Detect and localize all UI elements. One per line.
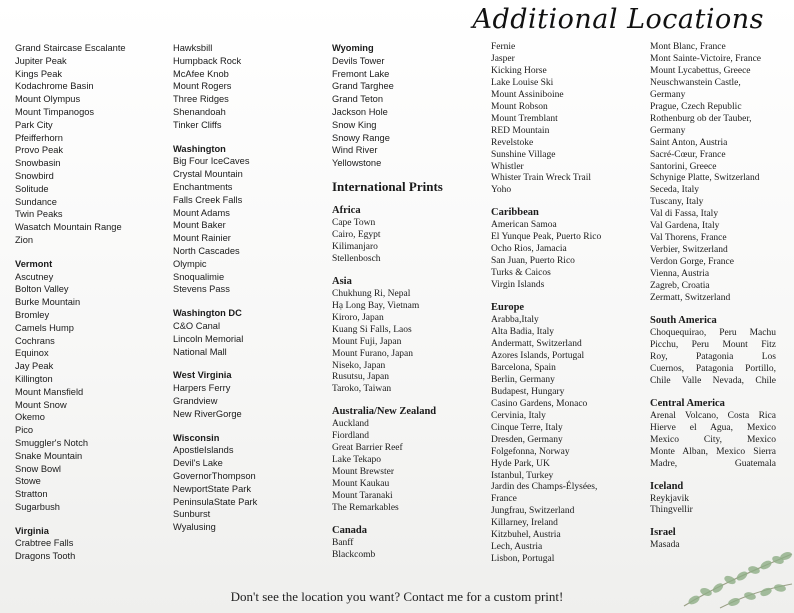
location-item: Kicking Horse (491, 65, 547, 76)
section-heading: Europe (491, 302, 525, 314)
location-item: Mount Taranaki (332, 491, 393, 502)
location-section (15, 247, 126, 514)
location-item: Cervinia, Italy (491, 410, 546, 421)
location-item: Killington (15, 373, 53, 384)
location-section (332, 42, 443, 170)
location-item: Picchu, Peru Mount Fitz (650, 339, 776, 350)
location-item: Berlin, Germany (491, 374, 555, 385)
location-item: Schynige Platte, Switzerland (650, 173, 760, 184)
location-item: Solitude (15, 183, 49, 194)
location-section (650, 388, 776, 471)
location-item: Mount Rogers (173, 81, 232, 92)
location-item: ApostleIslands (173, 445, 234, 456)
column-1 (15, 42, 126, 563)
location-section (173, 421, 257, 534)
location-item: Kitzbuhel, Austria (491, 530, 561, 541)
location-section (173, 358, 257, 420)
location-item: Cairo, Egypt (332, 229, 381, 240)
custom-print-footer: Don't see the location you want? Contact me for a custom print! (230, 589, 564, 604)
location-item: Germany (650, 125, 686, 136)
location-item: Great Barrier Reef (332, 443, 403, 454)
location-item: Fernie (491, 42, 516, 52)
location-item: Arenal Volcano, Costa Rica (650, 410, 776, 421)
location-item: RED Mountain (491, 125, 550, 136)
location-item: Choquequirao, Peru Machu (650, 327, 776, 338)
location-item: Three Ridges (173, 94, 229, 105)
location-item: Lech, Austria (491, 542, 543, 553)
location-section (491, 292, 601, 566)
section-heading: South America (650, 314, 717, 326)
section-heading: Central America (650, 397, 725, 409)
location-item: Istanbul, Turkey (491, 470, 554, 481)
location-item: Devils Tower (332, 55, 385, 66)
location-item: Mount Fuji, Japan (332, 336, 402, 347)
location-item: Snowbird (15, 170, 54, 181)
page-title: Additional Locations (472, 4, 764, 35)
section-heading: Caribbean (491, 207, 539, 219)
location-item: Germany (650, 89, 686, 100)
location-item: El Yunque Peak, Puerto Rico (491, 232, 602, 243)
location-item: Pico (15, 425, 34, 436)
location-item: Yellowstone (332, 158, 382, 169)
location-item: North Cascades (173, 245, 240, 256)
location-item: Lake Tekapo (332, 455, 382, 466)
section-heading: Israel (650, 527, 676, 539)
location-item: Smuggler's Notch (15, 437, 89, 448)
location-item: Wyalusing (173, 522, 216, 533)
section-heading: Asia (332, 275, 352, 287)
section-heading: International Prints (332, 178, 443, 194)
location-item: France (491, 494, 517, 505)
leaf-icon (747, 565, 760, 575)
location-item: The Remarkables (332, 503, 399, 514)
location-section (173, 42, 257, 132)
location-item: GovernorThompson (173, 470, 256, 481)
location-item: Hyde Park, UK (491, 458, 550, 469)
location-item: Wind River (332, 145, 378, 156)
location-item: Hierve el Agua, Mexico (650, 422, 776, 433)
section-heading: Washington (173, 143, 226, 154)
location-item: Wasatch Mountain Range (15, 222, 122, 233)
location-item: Mount Baker (173, 220, 226, 231)
location-item: Fiordland (332, 431, 369, 442)
location-section (15, 514, 126, 563)
location-item: Grand Staircase Escalante (15, 43, 126, 53)
location-item: Auckland (332, 419, 369, 430)
section-heading: West Virginia (173, 370, 232, 381)
location-item: Mexico City, Mexico (650, 434, 776, 445)
section-heading: Australia/New Zealand (332, 406, 437, 418)
location-item: Stowe (15, 476, 41, 487)
location-item: Mount Lycabettus, Greece (650, 65, 751, 76)
location-item: Cuernos, Patagonia Portillo, (650, 363, 776, 374)
location-item: Verdon Gorge, France (650, 257, 734, 268)
location-item: Burke Mountain (15, 297, 81, 308)
location-item: Ocho Rios, Jamacia (491, 244, 567, 255)
location-item: Rothenburg ob der Tauber, (650, 113, 752, 124)
location-item: Masada (650, 540, 680, 551)
location-item: Casino Gardens, Monaco (491, 398, 588, 409)
location-item: Jungfrau, Switzerland (491, 506, 575, 517)
location-item: American Samoa (491, 220, 557, 231)
location-item: Stevens Pass (173, 284, 230, 295)
location-section (650, 305, 776, 388)
location-item: Crabtree Falls (15, 538, 74, 549)
location-item: Okemo (15, 412, 45, 423)
location-item: Yoho (491, 185, 512, 196)
section-heading: Washington DC (173, 308, 242, 319)
location-item: Camels Hump (15, 322, 74, 333)
location-item: Zagreb, Croatia (650, 281, 710, 292)
location-item: Reykjavik (650, 493, 690, 504)
column-5 (650, 42, 776, 552)
location-item: Seceda, Italy (650, 185, 700, 196)
location-item: Azores Islands, Portugal (491, 350, 585, 361)
location-item: Grand Teton (332, 94, 383, 105)
location-item: Jardin des Champs-Élysées, (491, 482, 598, 493)
location-item: Mount Timpanogos (15, 106, 95, 117)
leaf-icon (759, 559, 773, 571)
location-item: Sunshine Village (491, 149, 556, 160)
location-item: Monte Alban, Mexico Sierra (650, 446, 776, 457)
location-section (173, 296, 257, 358)
location-item: Budapest, Hungary (491, 386, 565, 397)
location-item: Snake Mountain (15, 450, 83, 461)
location-item: Devil's Lake (173, 458, 223, 469)
location-item: San Juan, Puerto Rico (491, 256, 575, 267)
location-item: Lincoln Memorial (173, 333, 244, 344)
location-item: Mount Mansfield (15, 386, 84, 397)
column-2 (173, 42, 257, 534)
location-item: Snow Bowl (15, 463, 61, 474)
location-item: Sundance (15, 196, 57, 207)
location-item: Jay Peak (15, 361, 54, 372)
location-item: Tinker Cliffs (173, 119, 222, 130)
location-item: Mount Kaukau (332, 479, 390, 490)
location-item: Lake Louise Ski (491, 77, 554, 88)
location-item: Bromley (15, 309, 50, 320)
location-item: Neuschwanstein Castle, (650, 77, 741, 88)
location-item: NewportState Park (173, 483, 252, 494)
location-item: Park City (15, 119, 53, 130)
section-heading: Iceland (650, 480, 684, 492)
location-item: Madre, Guatemala (650, 458, 776, 469)
location-item: Val di Fassa, Italy (650, 209, 719, 220)
location-item: Jasper (491, 53, 515, 64)
location-item: Mount Rainier (173, 233, 231, 244)
location-section (173, 132, 257, 297)
location-item: Dragons Tooth (15, 551, 76, 562)
location-item: Stratton (15, 489, 48, 500)
section-heading: Virginia (15, 525, 49, 536)
location-item: Enchantments (173, 181, 233, 192)
location-item: Pfeifferhorn (15, 132, 63, 143)
location-item: Grandview (173, 395, 218, 406)
location-item: Barcelona, Spain (491, 362, 556, 373)
location-item: Olympic (173, 258, 207, 269)
location-item: Ascutney (15, 271, 54, 282)
location-item: Kilimanjaro (332, 241, 378, 252)
location-section (332, 266, 443, 397)
location-item: Niseko, Japan (332, 360, 386, 371)
location-item: Prague, Czech Republic (650, 101, 742, 112)
location-item: Chile Valle Nevada, Chile (650, 375, 776, 386)
location-item: Provo Peak (15, 145, 64, 156)
location-item: Mount Snow (15, 399, 67, 410)
location-item: Taroko, Taiwan (332, 384, 392, 395)
location-section (491, 42, 601, 197)
location-section (650, 471, 776, 518)
location-item: Banff (332, 537, 354, 548)
location-item: McAfee Knob (173, 68, 229, 79)
location-item: New RiverGorge (173, 408, 242, 419)
section-heading: Wisconsin (173, 432, 220, 443)
location-item: C&O Canal (173, 320, 221, 331)
location-section (650, 42, 776, 305)
location-item: Equinox (15, 348, 49, 359)
location-item: Lisbon, Portugal (491, 554, 555, 565)
location-item: Mount Furano, Japan (332, 348, 414, 359)
location-item: Jackson Hole (332, 106, 388, 117)
location-item: Twin Peaks (15, 209, 63, 220)
location-item: Whister Train Wreck Trail (491, 173, 591, 184)
location-item: Sunburst (173, 509, 211, 520)
location-item: Santorini, Greece (650, 161, 717, 172)
location-item: Arabba,Italy (491, 315, 539, 326)
location-item: Vienna, Austria (650, 269, 710, 280)
location-item: Mount Assiniboine (491, 89, 564, 100)
location-item: PeninsulaState Park (173, 496, 258, 507)
location-item: Sugarbush (15, 501, 60, 512)
location-item: Killarney, Ireland (491, 518, 558, 529)
location-item: Fremont Lake (332, 68, 390, 79)
location-item: Kodachrome Basin (15, 81, 94, 92)
location-item: Andermatt, Switzerland (491, 339, 582, 350)
location-item: Snow King (332, 119, 377, 130)
location-item: National Mall (173, 346, 227, 357)
location-item: Whistler (491, 161, 524, 172)
section-heading: Canada (332, 524, 368, 536)
location-item: Shenandoah (173, 106, 226, 117)
location-item: Roy, Patagonia Los (650, 351, 776, 362)
location-item: Rusutsu, Japan (332, 372, 389, 383)
location-item: Tuscany, Italy (650, 197, 704, 208)
location-item: Verbier, Switzerland (650, 245, 728, 256)
location-item: Hawksbill (173, 43, 213, 53)
location-item: Zion (15, 234, 34, 245)
location-item: Sacré-Cœur, France (650, 149, 726, 160)
location-item: Kuang Si Falls, Laos (332, 324, 412, 335)
section-heading: Wyoming (332, 43, 374, 53)
location-section (332, 170, 443, 195)
location-section (332, 195, 443, 266)
location-item: Mount Adams (173, 207, 230, 218)
location-item: Dresden, Germany (491, 434, 563, 445)
location-item: Hạ Long Bay, Vietnam (332, 300, 420, 311)
location-item: Harpers Ferry (173, 383, 231, 394)
location-item: Snoqualimie (173, 271, 225, 282)
location-section (15, 42, 126, 247)
location-item: Virgin Islands (491, 280, 545, 291)
location-item: Stellenbosch (332, 253, 381, 264)
location-item: Revelstoke (491, 137, 534, 148)
location-item: Thingvellir (650, 505, 693, 516)
location-section (332, 515, 443, 562)
location-item: Saint Anton, Austria (650, 137, 728, 148)
location-item: Mount Tremblant (491, 113, 558, 124)
location-item: Mont Sainte-Victoire, France (650, 53, 762, 64)
location-item: Mont Blanc, France (650, 42, 726, 52)
location-item: Humpback Rock (173, 55, 242, 66)
location-item: Turks & Caicos (491, 268, 551, 279)
column-3 (332, 42, 443, 562)
location-item: Folgefonna, Norway (491, 446, 570, 457)
location-item: Mount Robson (491, 101, 548, 112)
location-item: Cinque Terre, Italy (491, 422, 563, 433)
location-item: Cochrans (15, 335, 55, 346)
section-heading: Africa (332, 204, 361, 216)
location-item: Mount Brewster (332, 467, 395, 478)
section-heading: Vermont (15, 258, 53, 269)
location-item: Snowy Range (332, 132, 390, 143)
location-item: Val Thorens, France (650, 233, 727, 244)
location-section (332, 396, 443, 515)
location-item: Big Four IceCaves (173, 156, 250, 167)
leaf-icon (735, 570, 749, 583)
location-item: Crystal Mountain (173, 169, 243, 180)
location-item: Bolton Valley (15, 284, 69, 295)
location-item: Kiroro, Japan (332, 312, 384, 323)
location-item: Snowbasin (15, 158, 61, 169)
location-item: Mount Olympus (15, 94, 81, 105)
column-4 (491, 42, 601, 566)
location-item: Val Gardena, Italy (650, 221, 720, 232)
location-item: Grand Targhee (332, 81, 394, 92)
location-item: Cape Town (332, 217, 376, 228)
location-item: Zermatt, Switzerland (650, 293, 731, 304)
location-item: Chukhung Ri, Nepal (332, 288, 411, 299)
location-item: Kings Peak (15, 68, 63, 79)
location-section (491, 197, 601, 292)
location-item: Blackcomb (332, 549, 376, 560)
location-item: Alta Badia, Italy (491, 327, 555, 338)
location-item: Jupiter Peak (15, 55, 67, 66)
location-item: Falls Creek Falls (173, 194, 243, 205)
